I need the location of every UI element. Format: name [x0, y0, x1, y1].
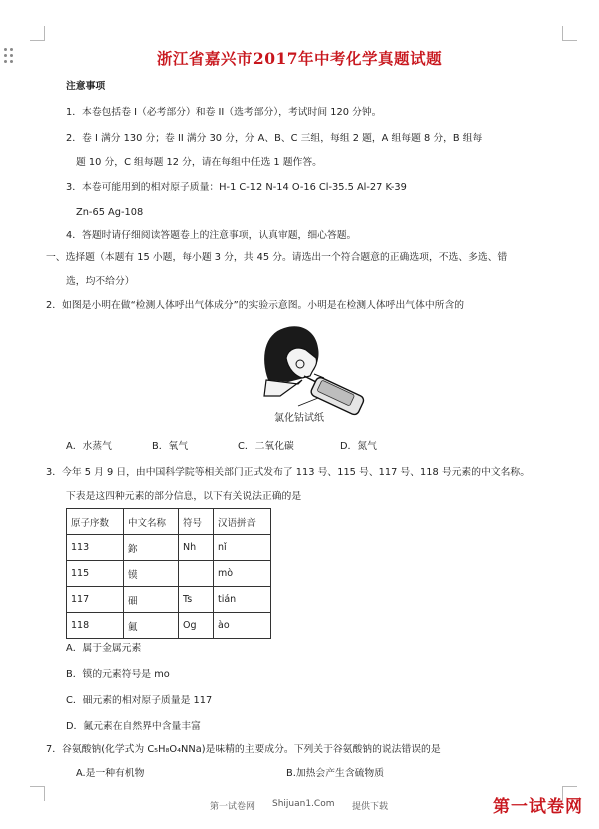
table-cell: 鉨: [124, 535, 179, 561]
corner-mark-top-right: [562, 26, 577, 41]
q3-option-b: B．镆的元素符号是 mo: [66, 669, 170, 680]
q7-option-a: A.是一种有机物: [76, 768, 145, 779]
q2-option-a: A．水蒸气: [66, 441, 112, 452]
brand-logo: 第一试卷网: [493, 797, 583, 817]
table-header-cell: 原子序数: [67, 509, 124, 535]
table-cell: Ts: [179, 587, 214, 613]
table-cell: 鿫: [124, 613, 179, 639]
table-cell: Nh: [179, 535, 214, 561]
q2-option-c: C．二氧化碳: [238, 441, 294, 452]
element-table: [66, 508, 271, 639]
table-cell: nǐ: [214, 535, 271, 561]
footer-site-url[interactable]: Shijuan1.Com: [272, 799, 335, 809]
table-row: [67, 535, 271, 561]
q3-option-c: C．鿬元素的相对原子质量是 117: [66, 695, 213, 706]
table-cell: ào: [214, 613, 271, 639]
table-cell: 113: [67, 535, 124, 561]
question-7-stem: 7．谷氨酸钠(化学式为 C₅H₈O₄NNa)是味精的主要成分。下列关于谷氨酸钠的说法错误的是: [46, 744, 441, 755]
table-row: [67, 587, 271, 613]
table-row: [67, 561, 271, 587]
table-header-cell: 符号: [179, 509, 214, 535]
table-cell: mò: [214, 561, 271, 587]
q2-option-d: D．氮气: [340, 441, 377, 452]
footer-site-name: 第一试卷网: [210, 802, 256, 812]
table-cell: [179, 561, 214, 587]
table-cell: tián: [214, 587, 271, 613]
note-line-1: 1．本卷包括卷 I（必考部分）和卷 II（选考部分），考试时间 120 分钟。: [66, 107, 382, 118]
question-3-stem-line-1: 3．今年 5 月 9 日，由中国科学院等相关部门正式发布了 113 号、115 号、117 号、118 号元素的中文名称。: [46, 467, 531, 478]
note-line-2: 2．卷 I 满分 130 分；卷 II 满分 30 分，分 A、B、C 三组，每组 2 题，A 组每题 8 分，B 组每: [66, 133, 483, 144]
table-cell: 鿬: [124, 587, 179, 613]
table-header-cell: 中文名称: [124, 509, 179, 535]
table-cell: 115: [67, 561, 124, 587]
table-header-cell: 汉语拼音: [214, 509, 271, 535]
table-row: [67, 613, 271, 639]
table-cell: 117: [67, 587, 124, 613]
q7-option-b: B.加热会产生含硫物质: [286, 768, 385, 779]
note-line-3: 题 10 分，C 组每题 12 分，请在每组中任选 1 题作答。: [76, 157, 322, 168]
question-3-stem-line-2: 下表是这四种元素的部分信息，以下有关说法正确的是: [66, 491, 302, 502]
note-line-4: 3．本卷可能用到的相对原子质量：H-1 C-12 N-14 O-16 Cl-35.5 Al-27 K-39: [66, 182, 407, 193]
q2-option-b: B．氧气: [152, 441, 189, 452]
q3-option-a: A．属于金属元素: [66, 643, 142, 654]
corner-mark-top-left: [30, 26, 45, 41]
question-2-stem: 2．如图是小明在做“检测人体呼出气体成分”的实验示意图。小明是在检测人体呼出气体中所含的: [46, 300, 465, 311]
table-cell: 镆: [124, 561, 179, 587]
section-heading-line-2: 选，均不给分）: [66, 276, 135, 287]
q3-option-d: D．鿫元素在自然界中含量丰富: [66, 721, 201, 732]
footer-download-text: 提供下载: [352, 802, 389, 812]
corner-mark-bottom-left: [30, 786, 45, 801]
notes-heading: 注意事项: [66, 81, 106, 92]
note-line-5: Zn-65 Ag-108: [76, 207, 144, 218]
page-title: 浙江省嘉兴市2017年中考化学真题试题: [156, 49, 443, 68]
section-heading-line-1: 一、选择题（本题有 15 小题，每小题 3 分，共 45 分。请选出一个符合题意的正确选项，不选、多选、错: [46, 252, 508, 263]
note-line-6: 4．答题时请仔细阅读答题卷上的注意事项，认真审题，细心答题。: [66, 230, 357, 241]
table-cell: Og: [179, 613, 214, 639]
table-header-row: [67, 509, 271, 535]
table-cell: 118: [67, 613, 124, 639]
figure-label: 氯化钴试纸: [274, 413, 324, 424]
